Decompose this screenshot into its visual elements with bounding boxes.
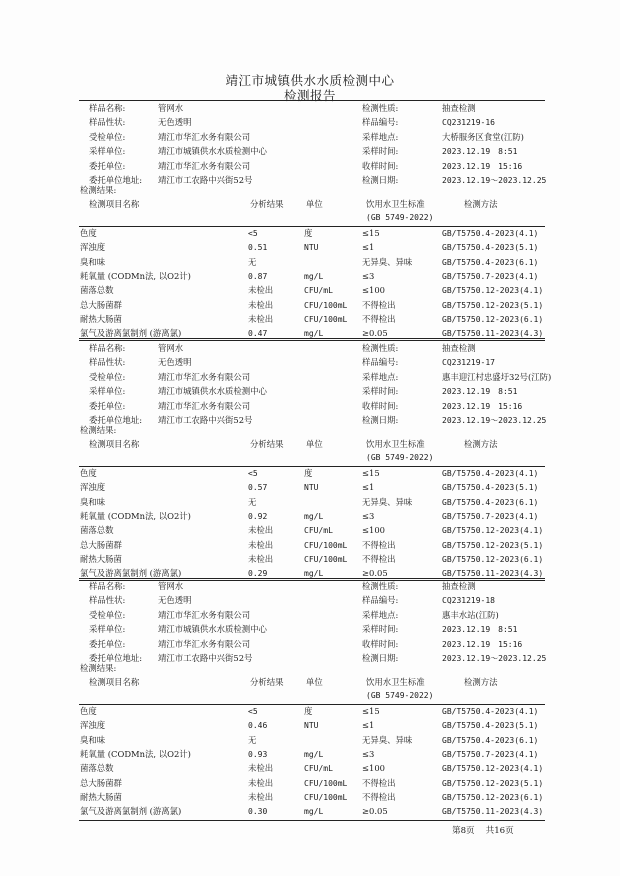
info-row [0,145,620,158]
item-standard: 无异臭、异味 [362,734,413,745]
col-header-unit: 单位 [306,677,323,687]
item-standard: 不得检出 [362,777,396,788]
item-result: 未检出 [248,285,274,296]
info-value: 2023.12.19 8:51 [442,147,518,157]
item-result: 0.47 [248,329,268,339]
item-unit: NTU [304,721,319,731]
item-standard: 不得检出 [362,539,396,550]
results-heading: 检测结果: [80,663,117,673]
item-method: GB/T5750.11-2023(4.3) [442,807,544,817]
item-unit: 度 [304,228,313,238]
result-row [0,791,620,804]
item-method: GB/T5750.4-2023(6.1) [442,497,539,507]
info-row [0,609,620,622]
info-value: 靖江市华汇水务有限公司 [158,371,251,382]
col-header-method: 检测方法 [464,677,498,687]
result-row [0,313,620,326]
item-name: 总大肠菌群 [80,777,122,788]
item-result: 0.92 [248,511,268,521]
item-result: 未检出 [248,553,274,564]
info-label: 采样地点: [362,609,399,620]
result-row [0,762,620,775]
item-result: 未检出 [248,791,274,802]
item-result: 0.30 [248,807,268,817]
item-unit: mg/L [304,749,324,759]
item-unit: CFU/mL [304,526,333,536]
item-result: <5 [248,707,258,716]
info-label: 检测日期: [362,175,399,185]
item-result: 0.87 [248,271,268,281]
item-name: 浑浊度 [80,482,106,493]
item-unit: NTU [304,243,319,253]
item-name: 菌落总数 [80,525,114,536]
item-standard: ≤1 [362,720,375,731]
item-method: GB/T5750.4-2023(6.1) [442,735,539,745]
item-method: GB/T5750.4-2023(5.1) [442,483,539,493]
item-standard: ≤100 [362,525,386,536]
info-row [0,356,620,369]
page-number: 第8页 [452,826,475,836]
info-value: 靖江市城镇供水水质检测中心 [158,386,267,397]
results-header-row-2 [0,689,620,702]
info-value: 靖江市华汇水务有限公司 [158,131,251,142]
item-method: GB/T5750.7-2023(4.1) [442,511,539,521]
info-value: 靖江市工农路中兴街52号 [158,175,253,185]
item-method: GB/T5750.12-2023(6.1) [442,314,544,324]
result-row [0,539,620,552]
item-result: 未检出 [248,299,274,310]
item-method: GB/T5750.12-2023(4.1) [442,764,544,774]
result-row [0,734,620,747]
info-label: 受检单位: [89,609,126,620]
item-result: 0.46 [248,721,268,731]
result-row [0,524,620,537]
info-row [0,371,620,384]
item-result: 未检出 [248,763,274,774]
info-row [0,102,620,115]
item-name: 臭和味 [80,734,106,745]
item-name: 浑浊度 [80,242,106,253]
item-method: GB/T5750.11-2023(4.3) [442,329,544,339]
result-row [0,748,620,761]
info-value: 管网水 [158,103,184,113]
result-row [0,467,620,480]
info-row [0,342,620,355]
page-title: 靖江市城镇供水水质检测中心 [225,73,395,88]
section-top-rule [79,340,545,341]
item-name: 臭和味 [80,496,106,507]
item-method: GB/T5750.12-2023(4.1) [442,526,544,536]
info-value: 抽查检测 [442,343,476,353]
item-name: 臭和味 [80,256,106,267]
col-header-standard: 饮用水卫生标准 [366,677,425,687]
result-row [0,481,620,494]
info-row [0,385,620,398]
item-unit: CFU/100mL [304,792,348,802]
page-footer [452,824,514,836]
info-value: 靖江市华汇水务有限公司 [158,609,251,620]
item-name: 耗氧量 (CODMn法, 以O2计) [80,510,191,521]
item-standard: 不得检出 [362,553,396,564]
item-unit: mg/L [304,569,324,579]
info-label: 检测性质: [362,103,399,113]
info-value: 2023.12.19 15:16 [442,401,523,411]
info-value: 2023.12.19～2023.12.25 [442,416,547,425]
item-result: 未检出 [248,777,274,788]
item-method: GB/T5750.12-2023(5.1) [442,778,544,788]
info-label: 采样单位: [89,146,126,157]
info-value: 2023.12.19 15:16 [442,639,523,649]
info-label: 样品性状: [89,117,126,128]
col-header-item: 检测项目名称 [89,677,140,687]
col-header-standard-ref: (GB 5749-2022) [366,453,434,462]
item-standard: ≤15 [362,228,380,238]
info-label: 收样时间: [362,638,399,649]
info-label: 采样地点: [362,371,399,382]
item-standard: ≤100 [362,763,386,774]
item-method: GB/T5750.12-2023(5.1) [442,540,544,550]
info-label: 样品性状: [89,357,126,368]
item-unit: mg/L [304,807,324,817]
col-header-standard: 饮用水卫生标准 [366,439,425,449]
item-name: 菌落总数 [80,763,114,774]
item-standard: 无异臭、异味 [362,256,413,267]
info-value: 靖江市华汇水务有限公司 [158,160,251,171]
item-name: 氯气及游离氯制剂 (游离氯) [80,328,182,339]
results-header-row [0,438,620,451]
item-method: GB/T5750.4-2023(6.1) [442,257,539,267]
item-standard: ≥0.05 [362,806,388,817]
col-header-standard-ref: (GB 5749-2022) [366,691,434,700]
result-row [0,496,620,509]
info-row [0,160,620,173]
result-row [0,256,620,269]
col-header-standard-ref: (GB 5749-2022) [366,213,434,222]
info-value: 惠丰水站(江防) [442,609,499,620]
results-heading-row [0,184,620,197]
info-row [0,116,620,129]
info-label: 委托单位: [89,400,126,411]
info-label: 样品编号: [362,357,399,368]
item-name: 色度 [80,228,97,238]
item-name: 氯气及游离氯制剂 (游离氯) [80,806,182,817]
info-label: 样品性状: [89,595,126,606]
item-method: GB/T5750.7-2023(4.1) [442,749,539,759]
item-method: GB/T5750.7-2023(4.1) [442,271,539,281]
item-standard: ≤3 [362,270,375,281]
item-unit: CFU/mL [304,286,333,296]
item-method: GB/T5750.4-2023(4.1) [442,707,539,716]
result-row [0,227,620,240]
info-label: 委托单位: [89,160,126,171]
section-top-rule [79,578,545,579]
info-value: 靖江市城镇供水水质检测中心 [158,146,267,157]
item-unit: NTU [304,483,319,493]
info-value: 靖江市工农路中兴街52号 [158,653,253,663]
info-label: 样品名称: [89,581,126,591]
info-value: 靖江市工农路中兴街52号 [158,415,253,425]
item-result: 无 [248,496,257,507]
info-value: 2023.12.19～2023.12.25 [442,176,547,185]
item-method: GB/T5750.4-2023(4.1) [442,229,539,238]
info-value: 靖江市华汇水务有限公司 [158,638,251,649]
section-bottom-rule [79,820,545,821]
col-header-standard: 饮用水卫生标准 [366,199,425,209]
col-header-method: 检测方法 [464,439,498,449]
item-name: 耐热大肠菌 [80,553,122,564]
info-label: 检测日期: [362,415,399,425]
result-row [0,241,620,254]
item-method: GB/T5750.12-2023(6.1) [442,554,544,564]
col-header-method: 检测方法 [464,199,498,209]
item-unit: 度 [304,706,313,716]
info-value: 惠丰迎江村忠盛圩32号(江防) [442,371,552,382]
result-row [0,553,620,566]
info-value: 靖江市华汇水务有限公司 [158,400,251,411]
item-standard: ≤100 [362,285,386,296]
item-standard: 不得检出 [362,313,396,324]
info-label: 收样时间: [362,400,399,411]
col-header-result: 分析结果 [250,439,284,449]
info-label: 采样单位: [89,624,126,635]
info-label: 检测日期: [362,653,399,663]
info-value: 靖江市城镇供水水质检测中心 [158,624,267,635]
item-name: 耗氧量 (CODMn法, 以O2计) [80,748,191,759]
item-name: 总大肠菌群 [80,539,122,550]
item-unit: CFU/100mL [304,778,348,788]
info-label: 委托单位地址: [89,415,143,425]
col-header-result: 分析结果 [250,199,284,209]
item-name: 菌落总数 [80,285,114,296]
results-heading: 检测结果: [80,185,117,195]
info-label: 采样单位: [89,386,126,397]
info-value: 管网水 [158,343,184,353]
item-standard: ≥0.05 [362,328,388,339]
item-unit: mg/L [304,511,324,521]
info-value: 无色透明 [158,117,192,128]
item-standard: ≤15 [362,706,380,716]
info-row [0,594,620,607]
item-name: 耐热大肠菌 [80,791,122,802]
item-unit: mg/L [304,271,324,281]
item-method: GB/T5750.4-2023(4.1) [442,469,539,478]
item-result: 未检出 [248,313,274,324]
item-unit: CFU/100mL [304,314,348,324]
info-label: 样品名称: [89,343,126,353]
item-standard: ≤3 [362,510,375,521]
item-result: 无 [248,734,257,745]
item-name: 总大肠菌群 [80,299,122,310]
item-unit: mg/L [304,329,324,339]
item-result: <5 [248,469,258,478]
item-unit: CFU/100mL [304,554,348,564]
info-value: 无色透明 [158,357,192,368]
result-row [0,777,620,790]
results-header-row-2 [0,211,620,224]
item-result: 无 [248,256,257,267]
info-label: 采样地点: [362,131,399,142]
item-method: GB/T5750.11-2023(4.3) [442,569,544,579]
info-value: 无色透明 [158,595,192,606]
item-unit: 度 [304,468,313,478]
section-top-rule [79,100,545,101]
item-unit: CFU/100mL [304,540,348,550]
item-name: 氯气及游离氯制剂 (游离氯) [80,568,182,579]
item-method: GB/T5750.12-2023(5.1) [442,300,544,310]
item-method: GB/T5750.12-2023(4.1) [442,286,544,296]
item-result: 0.93 [248,749,268,759]
info-label: 样品编号: [362,595,399,606]
item-standard: ≤1 [362,482,375,493]
item-unit: CFU/100mL [304,300,348,310]
info-label: 样品编号: [362,117,399,128]
col-header-result: 分析结果 [250,677,284,687]
results-heading-row [0,424,620,437]
info-label: 样品名称: [89,103,126,113]
item-method: GB/T5750.12-2023(6.1) [442,792,544,802]
item-method: GB/T5750.4-2023(5.1) [442,243,539,253]
info-value: 大桥服务区食堂(江防) [442,131,524,142]
item-name: 色度 [80,468,97,478]
info-label: 受检单位: [89,131,126,142]
info-label: 收样时间: [362,160,399,171]
info-value: 2023.12.19 15:16 [442,161,523,171]
col-header-unit: 单位 [306,439,323,449]
info-value: 2023.12.19 8:51 [442,625,518,635]
info-row [0,638,620,651]
col-header-item: 检测项目名称 [89,439,140,449]
info-row [0,400,620,413]
results-heading-row [0,662,620,675]
item-standard: 不得检出 [362,299,396,310]
item-result: 0.51 [248,243,268,253]
info-value: 抽查检测 [442,581,476,591]
page-subtitle: 检测报告 [283,88,336,103]
col-header-item: 检测项目名称 [89,199,140,209]
info-value: CQ231219-18 [442,596,495,606]
info-value: CQ231219-16 [442,118,495,128]
item-unit: CFU/mL [304,764,333,774]
item-standard: ≤3 [362,748,375,759]
result-row [0,805,620,818]
info-label: 委托单位地址: [89,653,143,663]
info-label: 委托单位: [89,638,126,649]
info-row [0,131,620,144]
info-label: 受检单位: [89,371,126,382]
item-result: 未检出 [248,525,274,536]
info-value: 抽查检测 [442,103,476,113]
results-header-row [0,198,620,211]
item-name: 色度 [80,706,97,716]
item-name: 浑浊度 [80,720,106,731]
info-value: 管网水 [158,581,184,591]
info-value: 2023.12.19～2023.12.25 [442,654,547,663]
info-label: 采样时间: [362,146,399,157]
item-name: 耐热大肠菌 [80,313,122,324]
result-row [0,284,620,297]
item-standard: 不得检出 [362,791,396,802]
item-result: 未检出 [248,539,274,550]
item-name: 耗氧量 (CODMn法, 以O2计) [80,270,191,281]
result-row [0,510,620,523]
item-standard: ≤15 [362,468,380,478]
result-row [0,705,620,718]
info-value: CQ231219-17 [442,358,495,368]
item-standard: ≤1 [362,242,375,253]
info-row [0,623,620,636]
results-heading: 检测结果: [80,425,117,435]
section-bottom-rule [79,338,545,339]
results-header-row [0,676,620,689]
info-value: 2023.12.19 8:51 [442,387,518,397]
item-result: 0.57 [248,483,268,493]
result-row [0,719,620,732]
item-standard: 无异臭、异味 [362,496,413,507]
info-label: 采样时间: [362,386,399,397]
results-header-row-2 [0,451,620,464]
info-label: 委托单位地址: [89,175,143,185]
item-standard: ≥0.05 [362,568,388,579]
result-row [0,270,620,283]
info-label: 采样时间: [362,624,399,635]
info-label: 检测性质: [362,343,399,353]
result-row [0,299,620,312]
item-result: <5 [248,229,258,238]
col-header-unit: 单位 [306,199,323,209]
item-method: GB/T5750.4-2023(5.1) [442,721,539,731]
item-result: 0.29 [248,569,268,579]
info-row [0,580,620,593]
info-label: 检测性质: [362,581,399,591]
page-total: 共16页 [485,826,514,836]
